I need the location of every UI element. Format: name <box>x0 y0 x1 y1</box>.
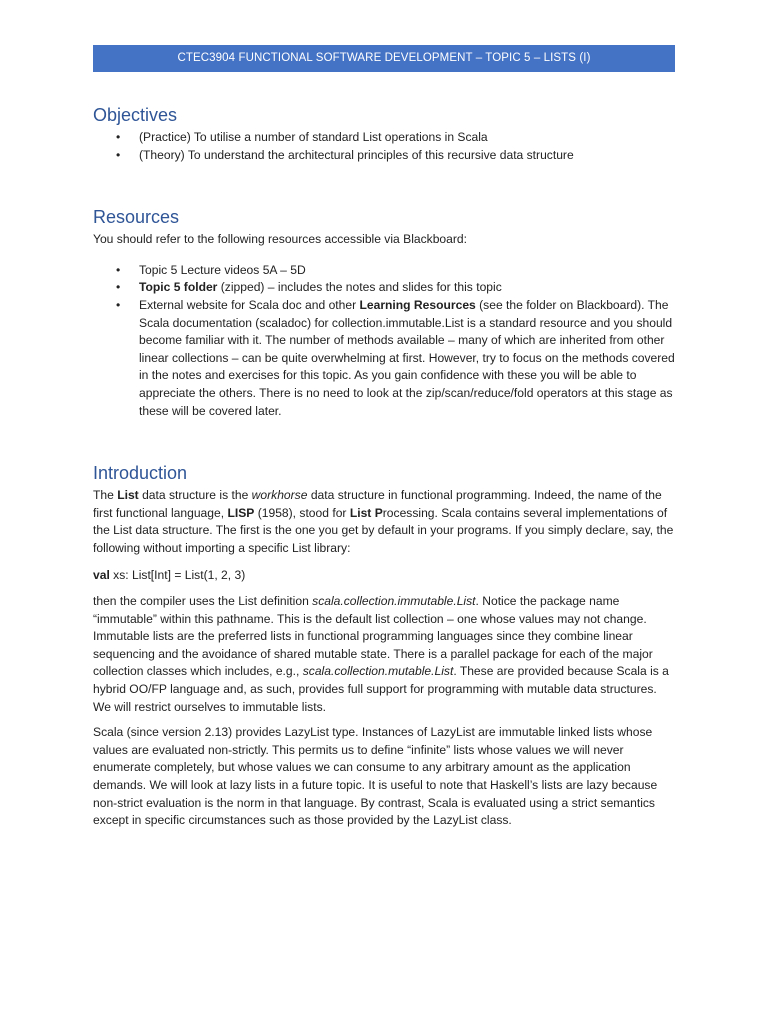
resources-section <box>93 206 675 420</box>
objectives-list <box>93 129 675 164</box>
bullet-icon: • <box>116 147 121 162</box>
resources-intro: You should refer to the following resources accessible via Blackboard: <box>93 232 467 247</box>
bold-text: LISP <box>227 505 255 520</box>
resources-heading: Resources <box>93 207 180 228</box>
list-item-text: External website for Scala doc and other <box>139 297 360 312</box>
objectives-section <box>93 104 675 164</box>
list-item-text: (zipped) – includes the notes and slides for this topic <box>217 280 502 295</box>
text-run: data structure in functional programming. Indeed, the name of the first functional language, <box>93 488 662 520</box>
introduction-section <box>93 462 675 830</box>
list-item <box>93 262 675 280</box>
italic-text: scala.collection.immutable.List <box>312 594 476 609</box>
bullet-icon: • <box>116 280 121 295</box>
list-item <box>93 147 675 165</box>
bullet-icon: • <box>116 262 121 277</box>
text-run: (1958), stood for <box>254 505 350 520</box>
document-page <box>93 45 675 830</box>
bold-text: List <box>117 488 139 503</box>
objectives-heading: Objectives <box>93 105 178 125</box>
text-run: . These are provided because Scala is a hybrid OO/FP language and, as such, provides full support for programming with mutable data structures. We will restrict ourselves to immutable lists. <box>93 664 669 714</box>
list-item <box>93 129 675 147</box>
list-item-text: (Practice) To utilise a number of standard List operations in Scala <box>139 130 488 144</box>
introduction-heading: Introduction <box>93 463 188 484</box>
list-item <box>93 297 675 420</box>
bold-text: List P <box>349 505 383 520</box>
page-header: CTEC3904 FUNCTIONAL SOFTWARE DEVELOPMENT – TOPIC 5 – LISTS (I) <box>93 45 675 72</box>
list-item-text: Topic 5 Lecture videos 5A – 5D <box>139 262 306 277</box>
bullet-icon: • <box>116 130 121 144</box>
text-run: data structure is the <box>138 488 252 503</box>
list-item <box>93 279 675 297</box>
text-run: then the compiler uses the List definition <box>93 594 313 609</box>
bold-text: Topic 5 folder <box>139 280 218 295</box>
list-item-text: (Theory) To understand the architectural principles of this recursive data structure <box>139 147 574 162</box>
list-item-text: (see the folder on Blackboard). The Scala documentation (scaladoc) for collection.immutable.List is a standard resource and you should become familiar with it. The number of methods available – many of which are inherited from other linear collections – can be quite overwhelming at first. However, try to focus on the methods covered in the notes and exercises for this topic. As you gain confidence with these you will be able to appreciate the others. There is no need to look at the zip/scan/reduce/fold operators at this stage as these will be covered later. <box>139 297 675 418</box>
intro-paragraph-2 <box>93 593 675 716</box>
text-run: The <box>93 488 118 503</box>
code-keyword: val <box>93 567 110 582</box>
resources-list <box>93 262 675 420</box>
italic-text: workhorse <box>251 488 308 503</box>
intro-paragraph-1 <box>93 487 675 557</box>
text-run: . Notice the package name “immutable” within this pathname. This is the default list collection – one whose values may not change. Immutable lists are the preferred lists in functional programming languages since they combine linear sequencing and the avoidance of shared mutable state. There is a parallel package for each of the major collection classes which includes, e.g., <box>93 594 653 679</box>
code-text: xs: List[Int] = List(1, 2, 3) <box>109 567 246 582</box>
intro-paragraph-3: Scala (since version 2.13) provides LazyList type. Instances of LazyList are immutable linked lists whose values are evaluated non-strictly. This permits us to define “infinite” lists whose values we will never enumerate completely, but whose values we can consume to any arbitrary amount as the application demands. We will look at lazy lists in a future topic. It is useful to note that Haskell’s lists are lazy because non-strict evaluation is the norm in that language. By contrast, Scala is evaluated using a strict semantics except in specific circumstances such as those provided by the LazyList class. <box>93 725 658 828</box>
bold-text: Learning Resources <box>359 297 476 312</box>
bullet-icon: • <box>116 297 121 312</box>
code-line <box>93 567 675 585</box>
text-run: rocessing. Scala contains several implementations of the List data structure. The first is the one you get by default in your programs. If you simply declare, say, the following without importing a specific List library: <box>93 505 674 555</box>
italic-text: scala.collection.mutable.List <box>302 664 454 679</box>
